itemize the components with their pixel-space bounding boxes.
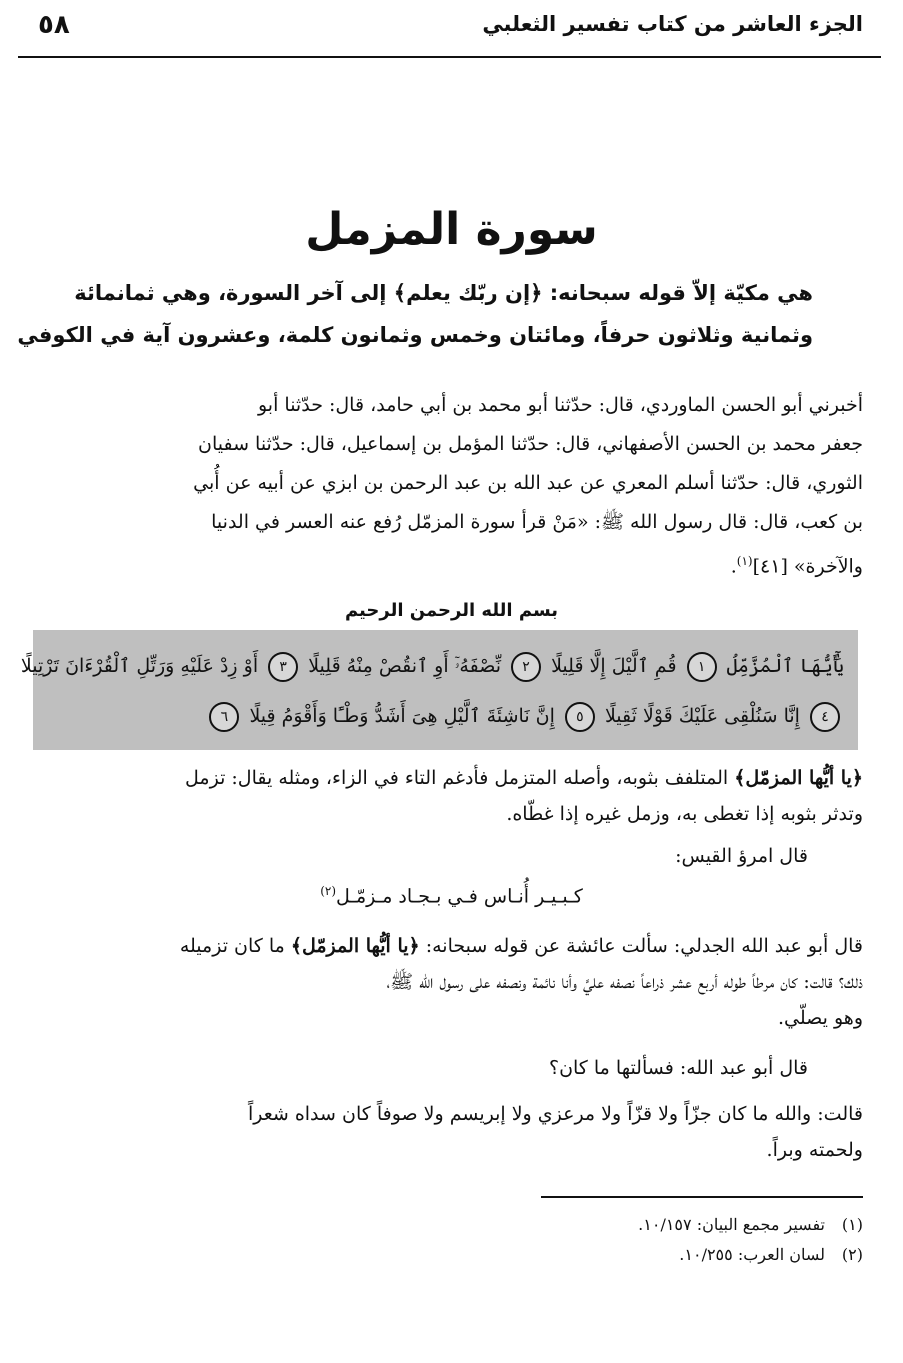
verse-line xyxy=(20,652,844,682)
tafsir-line: قال أبو عبد الله: فسألتها ما كان؟ xyxy=(548,1057,808,1079)
verse-line xyxy=(41,702,844,732)
footnote xyxy=(40,1240,863,1270)
tafsir-line: قالت: والله ما كان جزّاً ولا قزّاً ولا مرعزي ولا إبريسم ولا صوفاً كان سداه شعراً xyxy=(247,1103,863,1125)
tafsir-paragraph xyxy=(42,760,863,832)
verse-text: أَوْ زِدْ عَلَيْهِ وَرَتِّلِ ٱلْقُرْءَانَ تَرْتِيلًا xyxy=(20,655,259,677)
verse-text: إِنَّا سَنُلْقِى عَلَيْكَ قَوْلًا ثَقِيلًا xyxy=(604,705,800,727)
verse-number-icon: ١ xyxy=(687,652,717,682)
isnad-paragraph xyxy=(45,386,863,586)
verse-text: قُمِ ٱلَّيْلَ إِلَّا قَلِيلًا xyxy=(551,655,677,677)
quoted-verse: ﴿يا أيُّها المزمّل﴾ xyxy=(290,935,420,957)
footnote-number: (١) xyxy=(841,1215,863,1234)
tafsir-paragraph xyxy=(42,928,863,1036)
isnad-line: جعفر محمد بن الحسن الأصفهاني، قال: حدّثنا المؤمل بن إسماعيل، قال: حدّثنا سفيان xyxy=(197,433,863,455)
tafsir-line xyxy=(42,760,863,796)
header-divider xyxy=(18,56,881,58)
tafsir-text: ما كان تزميله xyxy=(179,935,291,957)
tafsir-line: ولحمته وبراً. xyxy=(766,1139,863,1161)
intro-line: وثمانية وثلاثون حرفاً، ومائتان وخمس وثمانون كلمة، وعشرون آية في الكوفي xyxy=(17,323,813,347)
footnote-divider xyxy=(541,1196,863,1198)
basmala: بسم الله الرحمن الرحيم xyxy=(344,600,559,621)
tafsir-line: ذلك؟ قالت: كان مرطاً طوله أربع عشر ذراعاً نصفه عليَّ وأنا نائمة ونصفه على رسول الله ﷺ، xyxy=(386,971,863,993)
isnad-line-last: والآخرة» [٤١]$^{(١)}$. xyxy=(730,554,863,578)
verse-number-icon: ٢ xyxy=(511,652,541,682)
footnotes xyxy=(40,1210,863,1270)
tafsir-paragraph xyxy=(42,1096,863,1168)
isnad-line: الثوري، قال: حدّثنا أسلم المعري عن عبد الله بن عبد الرحمن بن ابزي عن أبيه عن أُبي xyxy=(193,472,863,494)
tafsir-line xyxy=(42,928,863,964)
tafsir-text: المتلفف بثوبه، وأصله المتزمل فأدغم التاء في الزاء، ومثله يقال: تزمل xyxy=(185,767,735,789)
verse-number-icon: ٤ xyxy=(810,702,840,732)
verse-number-icon: ٣ xyxy=(268,652,298,682)
tafsir-text: قال أبو عبد الله الجدلي: سألت عائشة عن قوله سبحانه: xyxy=(419,935,863,957)
quran-verses-box xyxy=(20,630,858,750)
verse-text: إِنَّ نَاشِئَةَ ٱلَّيْلِ هِىَ أَشَدُّ وَطْـًٔا وَأَقْوَمُ قِيلًا xyxy=(249,705,555,727)
poem-verse xyxy=(0,884,903,907)
footnote-ref: (١) xyxy=(736,554,753,568)
tafsir-line: وتدثر بثوبه إذا تغطى به، وزمل غيره إذا غطّاه. xyxy=(506,803,863,825)
footnote-ref: (٢) xyxy=(320,884,337,898)
isnad-line: والآخرة» [٤١] xyxy=(752,555,863,578)
verse-number-icon: ٦ xyxy=(209,702,239,732)
tafsir-paragraph xyxy=(42,838,808,874)
page-header xyxy=(18,6,863,50)
footnote-text: لسان العرب: ١٠/٢٥٥. xyxy=(679,1245,825,1264)
poem-text: كـبـيـر أُنـاس فـي بـجـاد مـزمّـل xyxy=(336,885,583,908)
footnote xyxy=(40,1210,863,1240)
verse-text: يَٰٓأَيُّهَا ٱلْمُزَّمِّلُ xyxy=(726,655,844,677)
verse-text: نِّصْفَهُۥٓ أَوِ ٱنقُصْ مِنْهُ قَلِيلًا xyxy=(308,655,501,677)
surah-intro xyxy=(17,278,813,350)
tafsir-line: قال امرؤ القيس: xyxy=(675,845,808,867)
quoted-verse: ﴿يا أيُّها المزمّل﴾ xyxy=(734,767,863,789)
tafsir-paragraph xyxy=(42,1050,808,1086)
footnote-text: تفسير مجمع البيان: ١٠/١٥٧. xyxy=(638,1215,825,1234)
intro-line: هي مكيّة إلاّ قوله سبحانه: ﴿إن ربّك يعلم﴾ إلى آخر السورة، وهي ثمانمائة xyxy=(74,281,813,305)
running-header-title: الجزء العاشر من كتاب تفسير الثعلبي xyxy=(482,12,863,36)
isnad-line: بن كعب، قال: قال رسول الله ﷺ: «مَنْ قرأ سورة المزمّل رُفع عنه العسر في الدنيا xyxy=(211,511,863,533)
tafsir-line: وهو يصلّي. xyxy=(778,1007,863,1029)
isnad-line: أخبرني أبو الحسن الماوردي، قال: حدّثنا أبو محمد بن أبي حامد، قال: حدّثنا أبو xyxy=(257,394,863,416)
surah-title: سورة المزمل xyxy=(305,204,598,255)
footnote-number: (٢) xyxy=(841,1245,863,1264)
verse-number-icon: ٥ xyxy=(565,702,595,732)
page-number: ٥٨ xyxy=(38,10,70,40)
